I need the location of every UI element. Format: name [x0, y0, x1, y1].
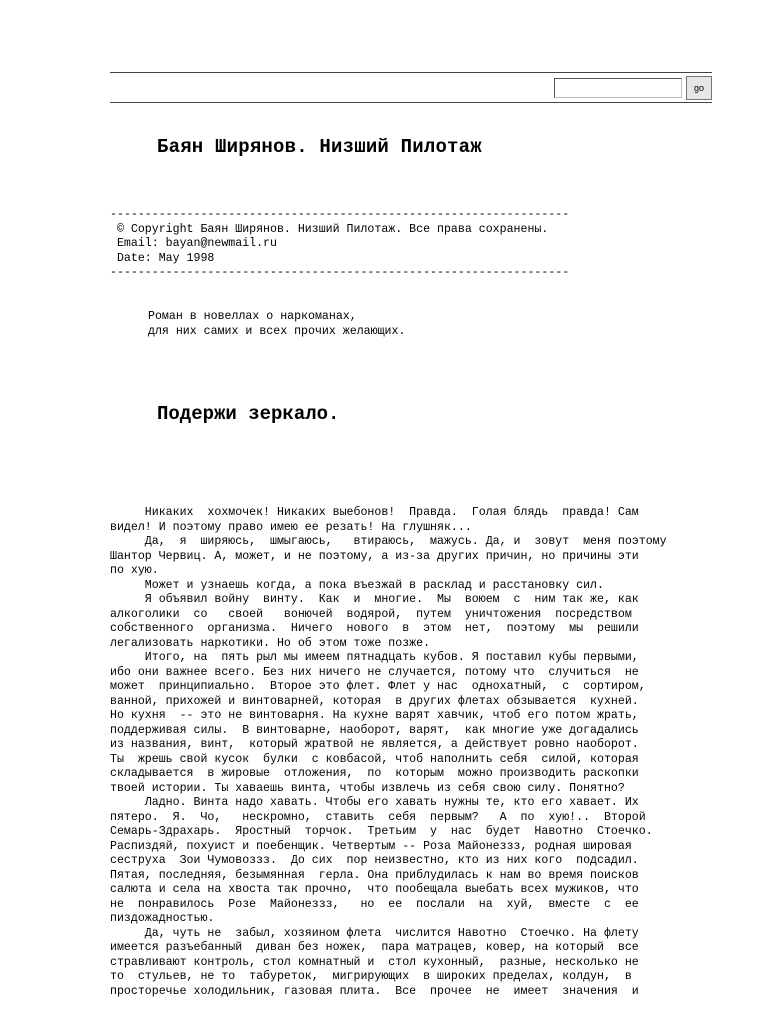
- text-line: стравливают контроль, стол комнатный и стол кухонный, разные, несколько не: [110, 955, 639, 969]
- text-line: твоей истории. Ты хаваешь винта, чтобы извлечь из себя свою силу. Понятно?: [110, 781, 625, 795]
- search-input[interactable]: [554, 78, 682, 98]
- text-line: то стульев, не то табуреток, мигрирующих в широких пределах, колдун, в: [110, 970, 632, 983]
- epigraph-line: Роман в новеллах о наркоманах,: [148, 310, 357, 323]
- epigraph: [148, 310, 405, 339]
- text-line: Да, чуть не забыл, хозяином флета числится Навотно Стоечко. На флету: [110, 926, 639, 940]
- text-line: алкоголики со своей вонючей водярой, путем уничтожения посредством: [110, 607, 632, 621]
- text-line: пиздожадностью.: [110, 912, 215, 925]
- text-line: Распиздяй, похуист и поебенщик. Четвертым -- Роза Майонеззз, родная шировая: [110, 839, 632, 853]
- text-line: может принципиально. Второе это флет. Флет у нас однохатный, с сортиром,: [110, 680, 646, 693]
- text-line: Итого, на пять рыл мы имеем пятнадцать кубов. Я поставил кубы первыми,: [110, 651, 639, 664]
- text-line: собственного организма. Ничего нового в этом нет, поэтому мы решили: [110, 622, 639, 635]
- text-line: имеется разъебанный диван без ножек, пара матрацев, ковер, на который все: [110, 941, 639, 954]
- text-line: не понравилось Розе Майонеззз, но ее послали на хуй, вместе с ее: [110, 897, 639, 911]
- text-line: пятеро. Я. Чо, нескромно, ставить себя первым? А по хую!.. Второй: [110, 810, 646, 824]
- text-line: Ты жрешь свой кусок булки с ковбасой, чтоб наполнить себя силой, которая: [110, 752, 639, 766]
- copyright-line: © Copyright Баян Ширянов. Низший Пилотаж. Все права сохранены.: [110, 222, 549, 236]
- email-line: Email: bayan@newmail.ru: [110, 237, 277, 250]
- search-divider: [110, 102, 712, 103]
- text-line: Я объявил войну винту. Как и многие. Мы воюем с ним так же, как: [110, 593, 639, 606]
- text-line: Да, я ширяюсь, шмыгаюсь, втираюсь, мажусь. Да, и зовут меня поэтому: [110, 535, 667, 548]
- text-line: салюта и села на хвоста так прочно, что пообещала выебать всех мужиков, что: [110, 883, 639, 896]
- date-line: Date: May 1998: [110, 251, 215, 265]
- text-line: просторечье холодильник, газовая плита. Все прочее не имеет значения и: [110, 984, 639, 998]
- page-title: Баян Ширянов. Низший Пилотаж: [157, 136, 482, 158]
- chapter-title: Подержи зеркало.: [157, 403, 340, 425]
- copyright-rule-top: ------------------------------------------------------------------: [110, 208, 570, 221]
- body-text: [110, 506, 700, 999]
- text-line: по хую.: [110, 564, 159, 577]
- text-line: Никаких хохмочек! Никаких выебонов! Правда. Голая блядь правда! Сам: [110, 506, 639, 519]
- top-divider: [110, 72, 712, 73]
- epigraph-line: для них самих и всех прочих желающих.: [148, 324, 406, 338]
- copyright-block: [110, 208, 569, 281]
- text-line: сеструха Зои Чумовоззз. До сих пор неизвестно, кто из них кого подсадил.: [110, 854, 639, 867]
- text-line: ванной, прихожей и винтоварней, которая в других флетах обзывается кухней.: [110, 694, 639, 708]
- text-line: из названия, винт, который жратвой не является, а действует ровно наоборот.: [110, 738, 639, 751]
- text-line: поддерживая силы. В винтоварне, наоборот, варят, как многие уже догадались: [110, 723, 639, 737]
- go-button[interactable]: go: [686, 76, 712, 100]
- text-line: Шантор Червиц. А, может, и не поэтому, а из-за других причин, но причины эти: [110, 549, 639, 563]
- text-line: складывается в жировые отложения, по которым можно производить раскопки: [110, 767, 639, 780]
- copyright-rule-bottom: ------------------------------------------------------------------: [110, 266, 570, 279]
- text-line: Пятая, последняя, безымянная герла. Она приблудилась к нам во время поисков: [110, 868, 639, 882]
- text-line: Может и узнаешь когда, а пока въезжай в расклад и расстановку сил.: [110, 578, 604, 592]
- text-line: Ладно. Винта надо хавать. Чтобы его хавать нужны те, кто его хавает. Их: [110, 796, 639, 809]
- text-line: Семарь-Здрахарь. Яростный торчок. Третьим у нас будет Навотно Стоечко.: [110, 825, 653, 838]
- text-line: легализовать наркотики. Но об этом тоже позже.: [110, 636, 431, 650]
- text-line: ибо они важнее всего. Без них ничего не случается, потому что случиться не: [110, 665, 639, 679]
- text-line: Но кухня -- это не винтоварня. На кухне варят хавчик, чтоб его потом жрать,: [110, 709, 639, 722]
- text-line: видел! И поэтому право имею ее резать! На глушняк...: [110, 520, 472, 534]
